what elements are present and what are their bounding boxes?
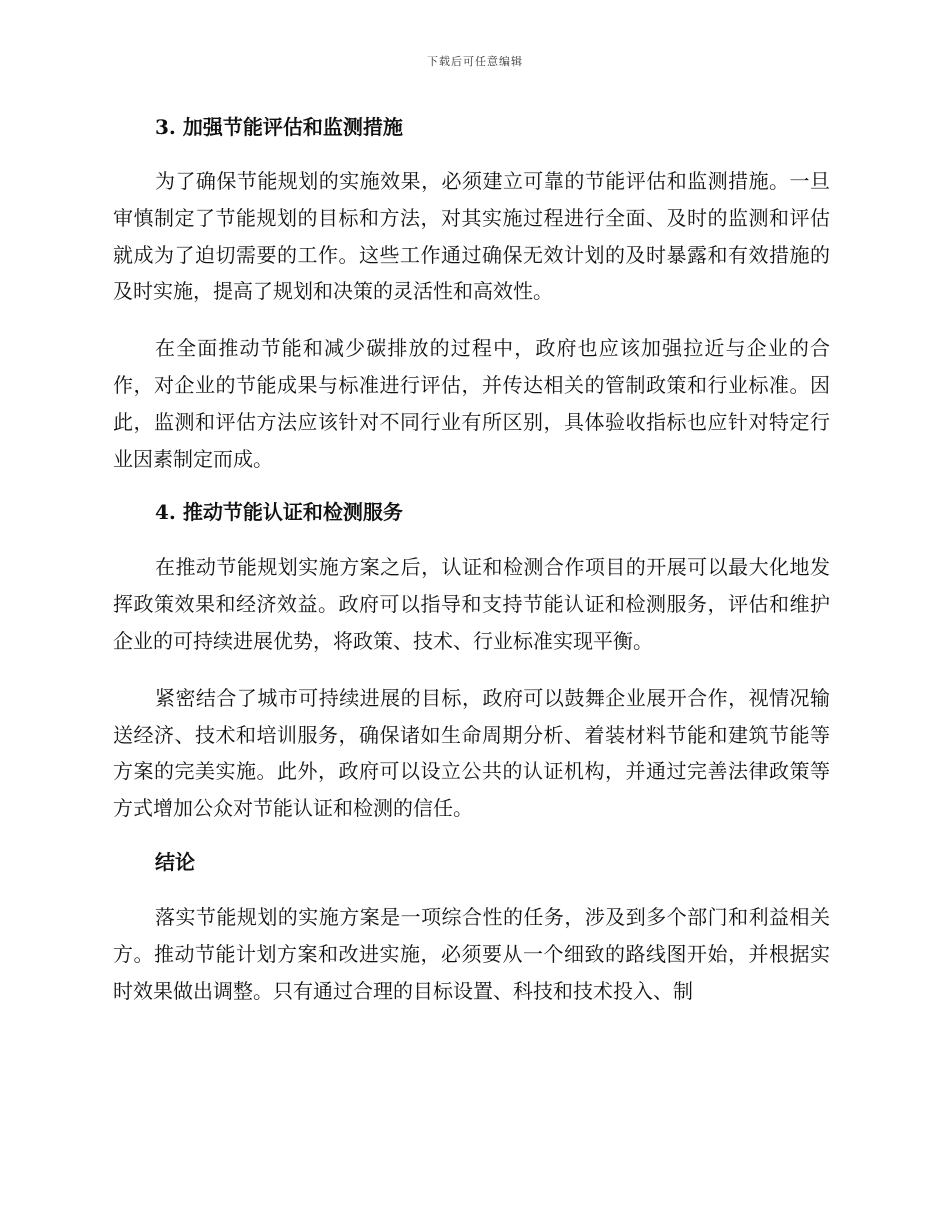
page-header: 下载后可任意编辑 <box>427 55 523 68</box>
section-3-paragraph-1: 为了确保节能规划的实施效果，必须建立可靠的节能评估和监测措施。一旦审慎制定了节能规划的目标和方法，对其实施过程进行全面、及时的监测和评估就成为了迫切需要的工作。这些工作通过确保无效计划的及时暴露和有效措施的及时实施，提高了规划和决策的灵活性和高效性。 <box>113 169 830 304</box>
conclusion-heading: 结论 <box>155 849 195 874</box>
section-4-paragraph-2: 紧密结合了城市可持续进展的目标，政府可以鼓舞企业展开合作，视情况输送经济、技术和培训服务，确保诸如生命周期分析、着装材料节能和建筑节能等方案的完美实施。此外，政府可以设立公共的认证机构，并通过完善法律政策等方式增加公众对节能认证和检测的信任。 <box>113 685 830 821</box>
section-4-heading: 4. 推动节能认证和检测服务 <box>155 500 403 525</box>
section-4-paragraph-1: 在推动节能规划实施方案之后，认证和检测合作项目的开展可以最大化地发挥政策效果和经济效益。政府可以指导和支持节能认证和检测服务，评估和维护企业的可持续进展优势，将政策、技术、行业标准实现平衡。 <box>113 555 830 653</box>
document-body <box>113 110 830 1009</box>
section-3-paragraph-2: 在全面推动节能和减少碳排放的过程中，政府也应该加强拉近与企业的合作，对企业的节能成果与标准进行评估，并传达相关的管制政策和行业标准。因此，监测和评估方法应该针对不同行业有所区别，具体验收指标也应针对特定行业因素制定而成。 <box>113 336 830 471</box>
conclusion-paragraph-1: 落实节能规划的实施方案是一项综合性的任务，涉及到多个部门和利益相关方。推动节能计划方案和改进实施，必须要从一个细致的路线图开始，并根据实时效果做出调整。只有通过合理的目标设置、科技和技术投入、制 <box>113 904 830 1003</box>
section-3-heading: 3. 加强节能评估和监测措施 <box>155 115 403 139</box>
